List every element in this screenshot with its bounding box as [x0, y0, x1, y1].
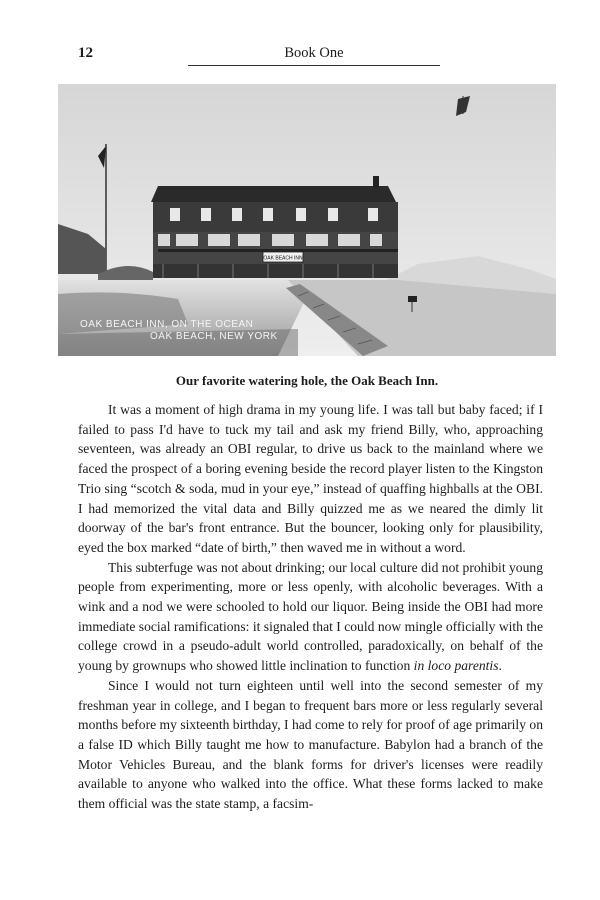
figure-caption: Our favorite watering hole, the Oak Beach Inn.: [175, 373, 439, 388]
paragraph-2-end: .: [498, 658, 502, 674]
running-head: Book One: [188, 45, 440, 66]
oak-beach-inn-photo: [58, 84, 556, 356]
body-text: [78, 400, 543, 814]
paragraph-2: [78, 558, 543, 676]
postcard-line-1: OAK BEACH INN, ON THE OCEAN: [80, 319, 254, 330]
page-header: [78, 45, 440, 69]
page-number: 12: [78, 45, 93, 61]
paragraph-1: It was a moment of high drama in my young life. I was tall but baby faced; if I failed to pass I'd have to tuck my tail and ask my friend Billy, who, approaching seventeen, was already an OBI regular, to drive us back to the mainland where we faced the prospect of a boring evening beside the record player listen to the Kingston Trio sing “scotch & soda, mud in your eye,” instead of quaffing highballs at the OBI. I had memorized the vital data and Billy quizzed me as we neared the dimly lit doorway of the bar's front entrance. But the bouncer, looking only for plausibility, eyed the box marked “date of birth,” then waved me in without a word.: [78, 402, 543, 555]
paragraph-2-text: This subterfuge was not about drinking; our local culture did not prohibit young people from experimenting, more or less openly, with alcoholic beverages. With a wink and a nod we were schooled to hold our liquor. Being inside the OBI had more immediate social ramifications: it signaled that I could now mingle officially with the college crowd in a pseudo-adult world controlled, paradoxically, on behalf of the young by grownups who showed little inclination to function: [78, 559, 543, 674]
postcard-line-2: OAK BEACH, NEW YORK: [150, 331, 278, 342]
paragraph-3: Since I would not turn eighteen until well into the second semester of my freshman year in college, and I began to frequent bars more or less regularly several months before my sixteenth birthday, I had come to rely for proof of age primarily on a false ID which Billy taught me how to manufacture. Babylon had a branch of the Motor Vehicles Bureau, and the blank forms for driver's licenses were readily available to anyone who walked into the office. What these forms lacked to make them official was the state stamp, a facsim-: [78, 677, 543, 812]
inn-sign: OAK BEACH INN: [263, 255, 303, 262]
italic-phrase: in loco parentis: [413, 658, 499, 674]
